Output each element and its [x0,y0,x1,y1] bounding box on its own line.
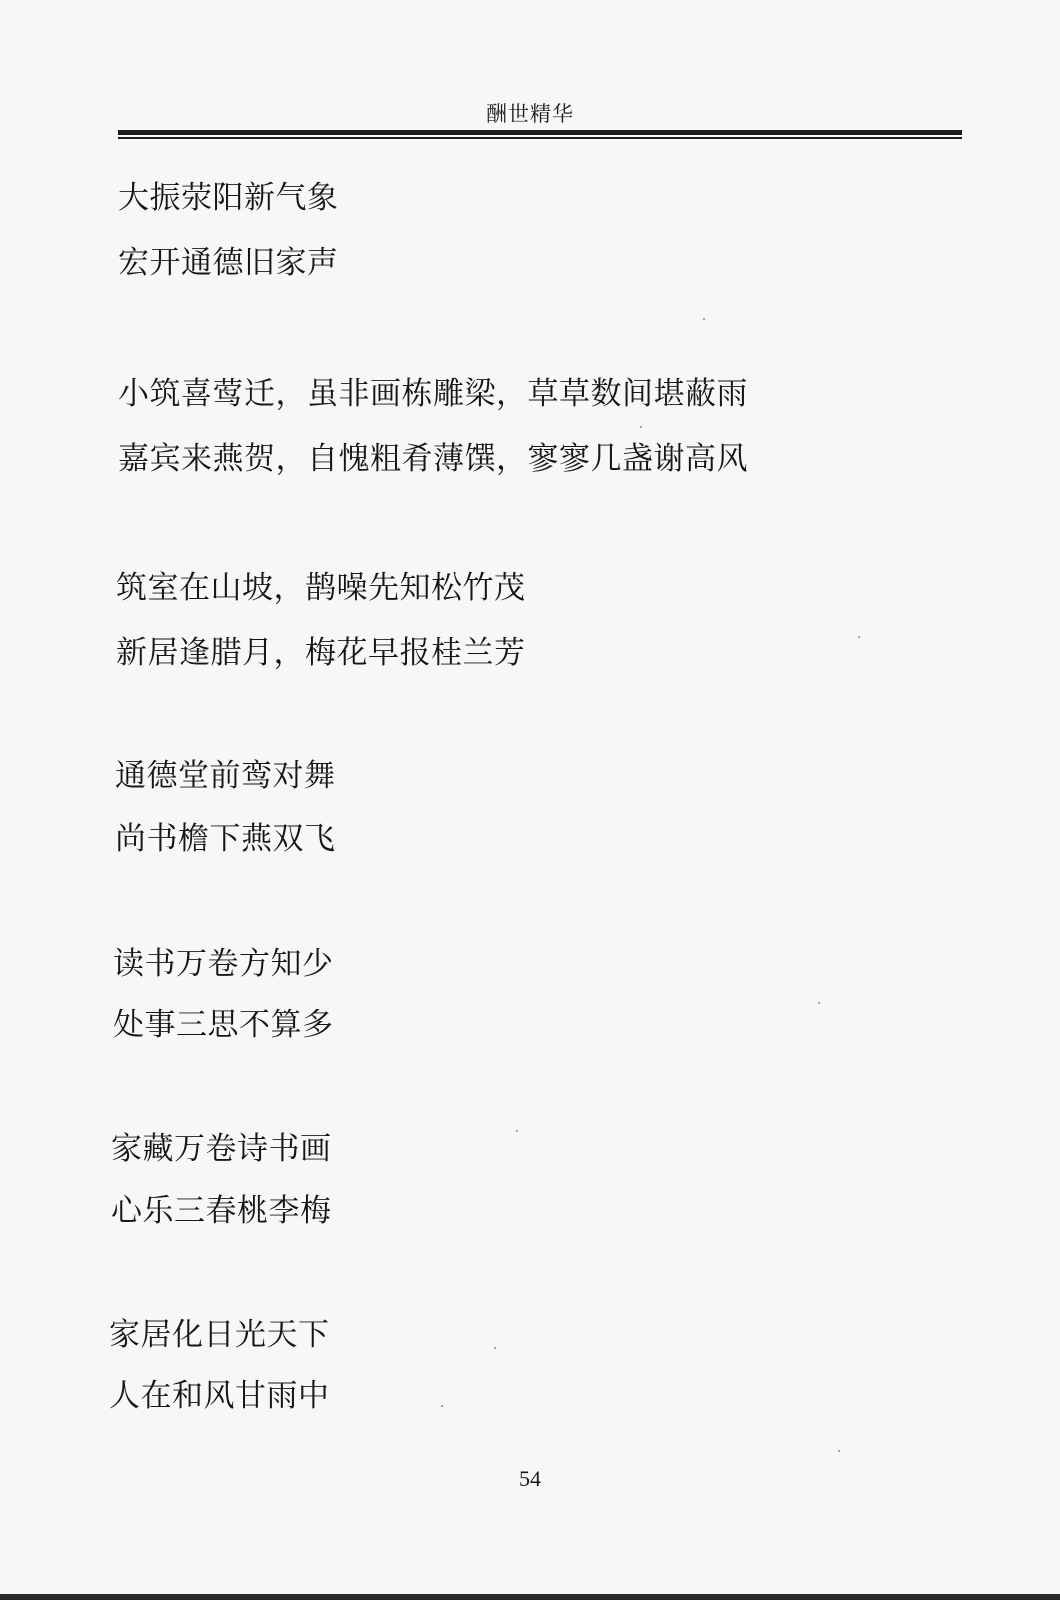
couplet-1-first-line: 大振荥阳新气象 [118,180,339,216]
page-number: 54 [519,1466,541,1491]
couplet-4-second-line: 尚书檐下燕双飞 [115,821,336,857]
couplet-6-second-line: 心乐三春桃李梅 [111,1193,332,1229]
header-rule-thin [118,137,962,139]
couplet-5-second-line: 处事三思不算多 [113,1007,334,1043]
scan-speck [838,1450,840,1452]
running-header: 酬世精华 [486,102,574,126]
couplet-7-first-line: 家居化日光天下 [109,1317,330,1353]
scan-speck [441,1405,443,1407]
couplet-2-second-line: 嘉宾来燕贺，自愧粗肴薄馔，寥寥几盏谢高风 [118,441,748,477]
scan-speck [516,1130,518,1132]
couplet-6-first-line: 家藏万卷诗书画 [111,1131,332,1167]
scan-speck [640,426,642,428]
couplet-1-second-line: 宏开通德旧家声 [118,245,339,281]
scan-speck [703,318,705,320]
couplet-2-first-line: 小筑喜莺迁，虽非画栋雕梁，草草数间堪蔽雨 [118,376,748,412]
scan-speck [818,1002,820,1004]
couplet-7-second-line: 人在和风甘雨中 [109,1378,330,1414]
couplet-4-first-line: 通德堂前鸾对舞 [115,758,336,794]
header-rule-thick [118,130,962,135]
scan-speck [494,1347,496,1349]
couplet-3-second-line: 新居逢腊月，梅花早报桂兰芳 [116,635,526,671]
scan-speck [858,636,860,638]
couplet-5-first-line: 读书万卷方知少 [113,946,334,982]
couplet-3-first-line: 筑室在山坡，鹊噪先知松竹茂 [116,570,526,606]
scan-bottom-edge [0,1594,1060,1600]
